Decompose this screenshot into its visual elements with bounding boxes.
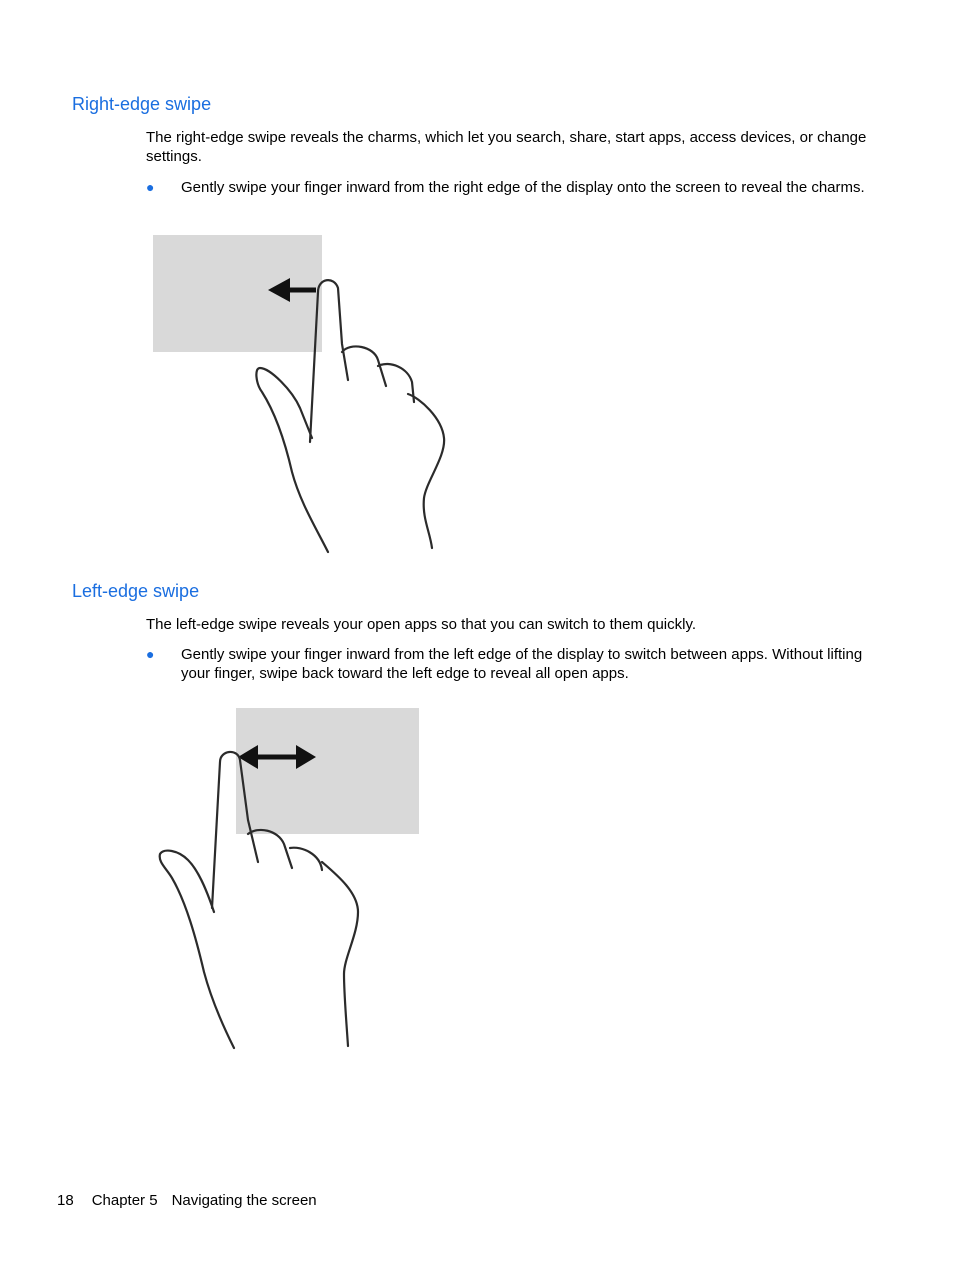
bullet-text: Gently swipe your finger inward from the right edge of the display onto the screen to reveal the charms.: [181, 179, 865, 196]
section-heading-left-edge-swipe: Left-edge swipe: [72, 581, 200, 601]
screen-area: [153, 235, 322, 352]
bullet-icon: ●: [146, 646, 155, 662]
right-edge-swipe-hand-icon: [150, 232, 450, 557]
page-number: 18: [57, 1192, 74, 1209]
left-edge-swipe-hand-icon: [150, 702, 450, 1057]
section-paragraph-left-edge-swipe: The left-edge swipe reveals your open apps so that you can switch to them quickly.: [146, 616, 697, 633]
section-paragraph-right-edge-swipe: The right-edge swipe reveals the charms, which let you search, share, start apps, access devices, or change settings.: [146, 129, 867, 165]
screen-area: [236, 708, 419, 834]
page-footer: [57, 1191, 317, 1210]
bullet-text: Gently swipe your finger inward from the left edge of the display to switch between apps. Without lifting your finger, swipe back toward the left edge to reveal all open apps.: [181, 646, 863, 682]
section-heading-right-edge-swipe: Right-edge swipe: [72, 94, 212, 114]
bullet-icon: ●: [146, 179, 155, 195]
footer-chapter: Chapter 5: [91, 1192, 158, 1209]
footer-chapter-title: Navigating the screen: [171, 1192, 317, 1209]
